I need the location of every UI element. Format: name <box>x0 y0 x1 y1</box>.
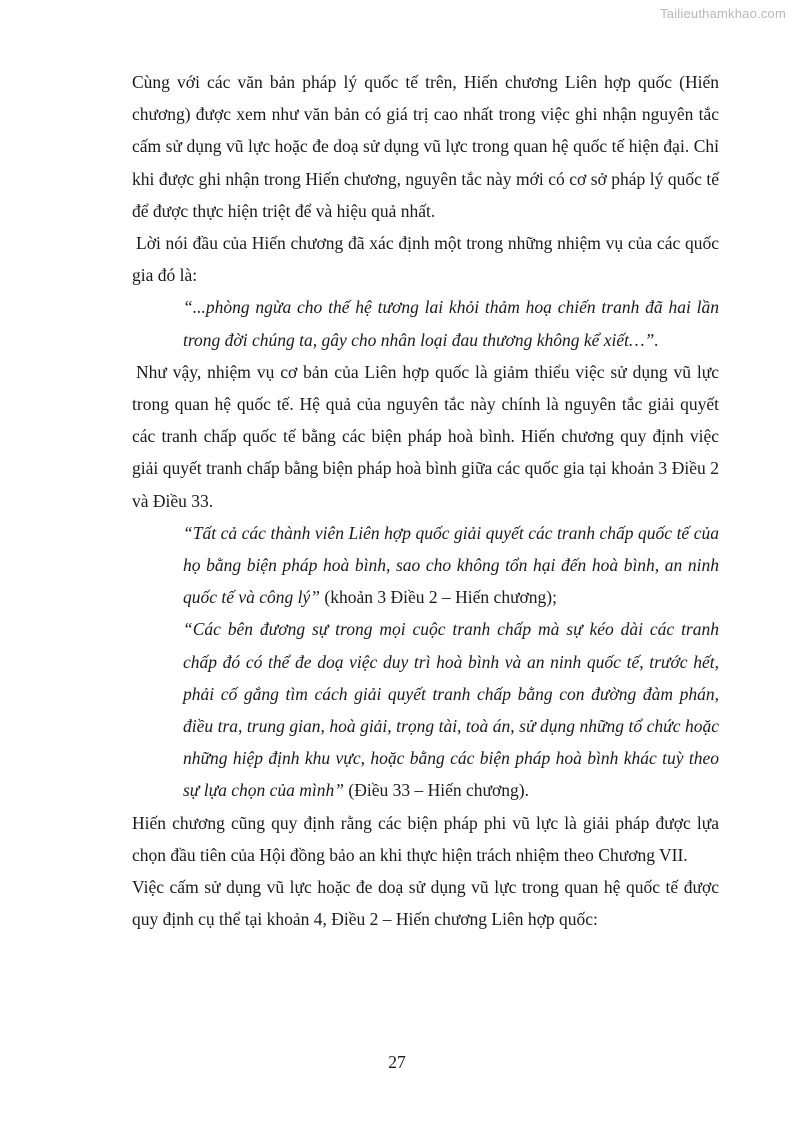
quote-article-33-source: (Điều 33 – Hiến chương). <box>344 780 529 801</box>
quote-article-33 <box>183 613 719 806</box>
paragraph-prohibition: Việc cấm sử dụng vũ lực hoặc đe doạ sử dụng vũ lực trong quan hệ quốc tế được quy định cụ thể tại khoản 4, Điều 2 – Hiến chương Liên hợp quốc: <box>132 877 719 930</box>
paragraph-preamble: Lời nói đầu của Hiến chương đã xác định một trong những nhiệm vụ của các quốc gia đó là: <box>132 233 719 286</box>
paragraph-charter-intro: Cùng với các văn bản pháp lý quốc tế trên, Hiến chương Liên hợp quốc (Hiến chương) được xem như văn bản có giá trị cao nhất trong việc ghi nhận nguyên tắc cấm sử dụng vũ lực hoặc đe doạ sử dụng vũ lực trong quan hệ quốc tế hiện đại. Chỉ khi được ghi nhận trong Hiến chương, nguyên tắc này mới có cơ sở pháp lý quốc tế để được thực hiện triệt để và hiệu quả nhất. <box>132 72 719 221</box>
quote-article-2 <box>183 517 719 614</box>
document-body <box>132 66 719 935</box>
quote-article-2-source: (khoản 3 Điều 2 – Hiến chương); <box>320 587 557 608</box>
quote-preamble <box>183 291 719 355</box>
paragraph-un-mission: Như vậy, nhiệm vụ cơ bản của Liên hợp quốc là giảm thiểu việc sử dụng vũ lực trong quan hệ quốc tế. Hệ quả của nguyên tắc này chính là nguyên tắc giải quyết các tranh chấp quốc tế bằng các biện pháp hoà bình. Hiến chương quy định việc giải quyết tranh chấp bằng biện pháp hoà bình giữa các quốc gia tại khoản 3 Điều 2 và Điều 33. <box>132 361 719 511</box>
quote-article-33-text: “Các bên đương sự trong mọi cuộc tranh chấp mà sự kéo dài các tranh chấp đó có thể đe doạ việc duy trì hoà bình và an ninh quốc tế, trước hết, phải cố gắng tìm cách giải quyết tranh chấp bằng con đường đàm phán, điều tra, trung gian, hoà giải, trọng tài, toà án, sử dụng những tổ chức hoặc những hiệp định khu vực, hoặc bằng các biện pháp hoà bình khác tuỳ theo sự lựa chọn của mình” <box>183 619 719 801</box>
quote-article-2-text: “Tất cả các thành viên Liên hợp quốc giải quyết các tranh chấp quốc tế của họ bằng biện pháp hoà bình, sao cho không tổn hại đến hoà bình, an ninh quốc tế và công lý” <box>183 522 719 608</box>
quote-preamble-text: “...phòng ngừa cho thế hệ tương lai khỏi thảm hoạ chiến tranh đã hai lần trong đời chúng ta, gây cho nhân loại đau thương không kể xiết…”. <box>183 297 719 350</box>
page-number: 27 <box>388 1052 406 1072</box>
paragraph-non-force-measures: Hiến chương cũng quy định rằng các biện pháp phi vũ lực là giải pháp được lựa chọn đầu tiên của Hội đồng bảo an khi thực hiện trách nhiệm theo Chương VII. <box>132 812 719 865</box>
watermark-text: Tailieuthamkhao.com <box>660 6 786 21</box>
